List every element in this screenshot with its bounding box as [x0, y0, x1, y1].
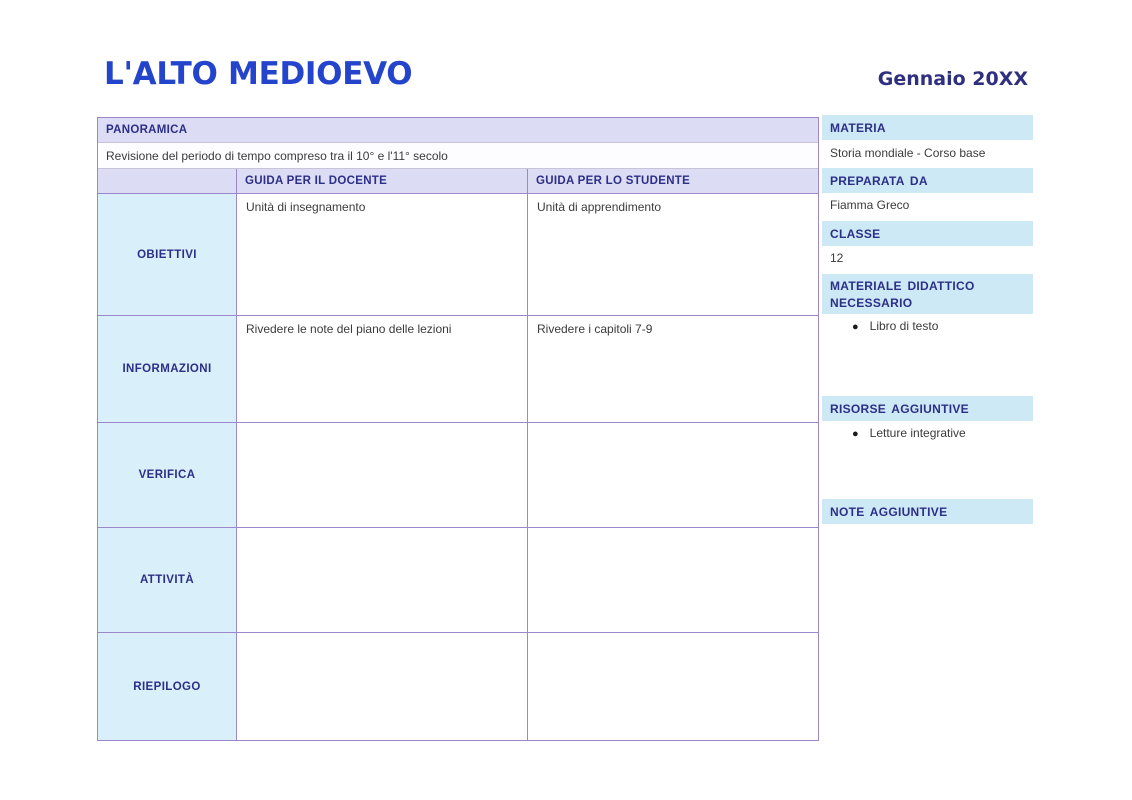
column-header-empty — [98, 169, 237, 194]
sidebar-header-preparata-da: PREPARATA DA — [822, 168, 1033, 193]
sidebar-value-materia[interactable]: Storia mondiale - Corso base — [830, 146, 986, 160]
column-header-student: GUIDA PER LO STUDENTE — [528, 169, 818, 194]
lesson-plan-table — [97, 117, 819, 741]
sidebar-header-classe: CLASSE — [822, 221, 1033, 246]
page-title: L'ALTO MEDIOEVO — [104, 56, 413, 92]
cell-informazioni-teacher[interactable]: Rivedere le note del piano delle lezioni — [237, 316, 528, 423]
sidebar-value-classe[interactable]: 12 — [830, 251, 844, 265]
cell-attivita-teacher[interactable] — [237, 528, 528, 633]
row-label-informazioni: INFORMAZIONI — [98, 316, 237, 423]
row-label-verifica: VERIFICA — [98, 423, 237, 528]
cell-riepilogo-teacher[interactable] — [237, 633, 528, 740]
row-label-obiettivi: OBIETTIVI — [98, 194, 237, 316]
sidebar-header-note-aggiuntive: NOTE AGGIUNTIVE — [822, 499, 1033, 524]
cell-attivita-student[interactable] — [528, 528, 818, 633]
sidebar-item-label: Letture integrative — [869, 426, 966, 440]
row-label-attivita: ATTIVITÀ — [98, 528, 237, 633]
sidebar-header-materia: MATERIA — [822, 115, 1033, 140]
bullet-icon: ● — [852, 321, 859, 333]
row-label-riepilogo: RIEPILOGO — [98, 633, 237, 740]
sidebar-header-risorse-aggiuntive: RISORSE AGGIUNTIVE — [822, 396, 1033, 421]
column-header-teacher: GUIDA PER IL DOCENTE — [237, 169, 528, 194]
bullet-icon: ● — [852, 428, 859, 440]
cell-riepilogo-student[interactable] — [528, 633, 818, 740]
page-date: Gennaio 20XX — [877, 68, 1028, 90]
sidebar-item-letture-integrative[interactable] — [822, 426, 1033, 440]
overview-header: PANORAMICA — [98, 118, 818, 143]
cell-verifica-student[interactable] — [528, 423, 818, 528]
cell-obiettivi-student[interactable]: Unità di apprendimento — [528, 194, 818, 316]
overview-description[interactable]: Revisione del periodo di tempo compreso tra il 10° e l'11° secolo — [98, 143, 818, 169]
cell-informazioni-student[interactable]: Rivedere i capitoli 7-9 — [528, 316, 818, 423]
sidebar-value-preparata-da[interactable]: Fiamma Greco — [830, 198, 910, 212]
sidebar-header-materiale-didattico: MATERIALE DIDATTICO NECESSARIO — [822, 274, 1033, 314]
cell-obiettivi-teacher[interactable]: Unità di insegnamento — [237, 194, 528, 316]
sidebar-item-label: Libro di testo — [869, 319, 939, 333]
cell-verifica-teacher[interactable] — [237, 423, 528, 528]
sidebar-item-libro-di-testo[interactable] — [822, 319, 1033, 333]
